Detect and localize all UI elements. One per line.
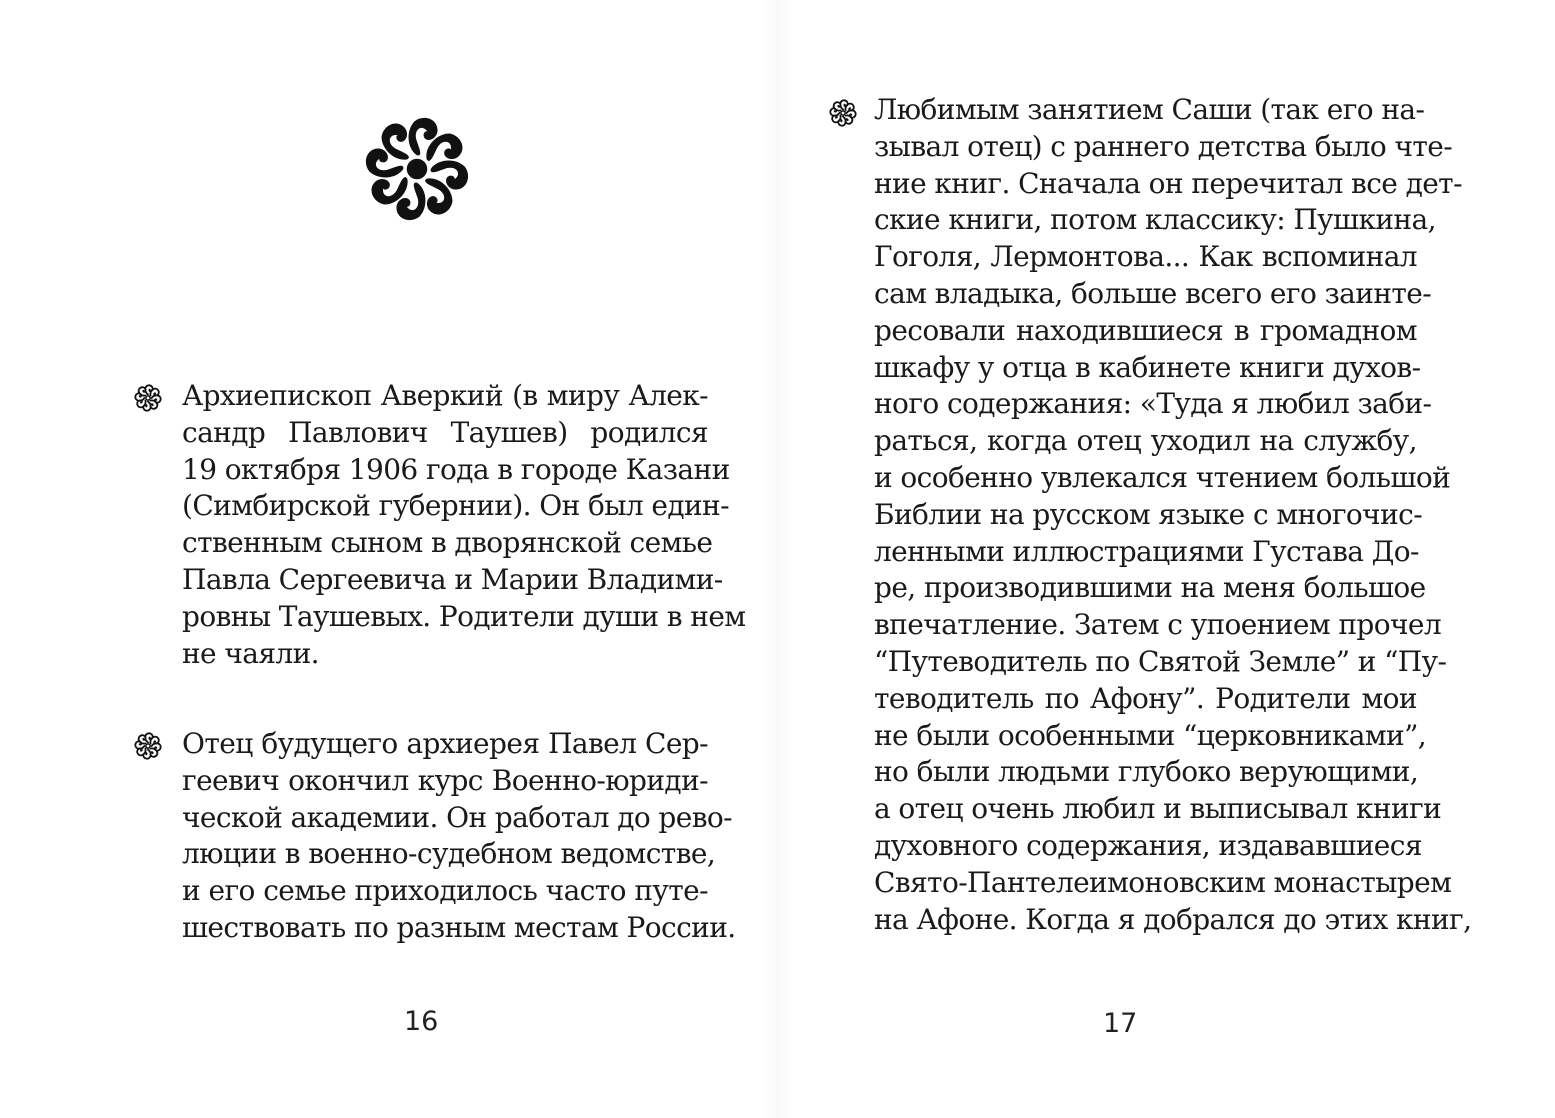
text-line: зывал отец) с раннего детства было чте- [874, 129, 1453, 163]
text-line: Любимым занятием Саши (так его на- [874, 93, 1425, 126]
text-line: ческой академии. Он работал до рево- [182, 800, 732, 834]
text-line: не чаяли. [182, 636, 319, 670]
text-line: сам владыка, больше всего его заинте- [874, 276, 1432, 310]
text-line: Библии на русском языке с многочис- [874, 497, 1423, 531]
page-number: 16 [404, 1006, 439, 1037]
text-line: и его семье приходилось часто путе- [182, 874, 708, 908]
text-line: ного содержания: «Туда я любил заби- [874, 387, 1432, 421]
text-line: (Симбирской губернии). Он был един- [182, 489, 729, 523]
right-page [777, 0, 1555, 1118]
flower-ornament-icon [360, 112, 474, 226]
left-paragraph-2 [182, 726, 736, 947]
text-line: Отец будущего архиерея Павел Сер- [182, 727, 708, 760]
text-line: ственным сыном в дворянской семье [182, 526, 713, 560]
text-line: ровны Таушевых. Родители души в нем [182, 599, 746, 633]
text-line: а отец очень любил и выписывал книги [874, 792, 1442, 826]
text-line: ние книг. Сначала он перечитал все дет- [874, 166, 1462, 200]
text-line: теводитель по Афону”. Родители мои [874, 681, 1417, 715]
text-line: и особенно увлекался чтением большой [874, 460, 1451, 494]
paragraph-bullet-icon [133, 731, 163, 761]
text-line: шкафу у отца в кабинете книги духов- [874, 350, 1421, 384]
text-line: “Путеводитель по Святой Земле” и “Пу- [874, 644, 1447, 678]
text-line: люции в военно-судебном ведомстве, [182, 837, 716, 871]
text-line: геевич окончил курс Военно-юриди- [182, 763, 708, 797]
text-line: раться, когда отец уходил на службу, [874, 424, 1417, 458]
text-line: Гоголя, Лермонтова... Как вспоминал [874, 240, 1417, 274]
text-line: на Афоне. Когда я добрался до этих книг, [874, 902, 1472, 936]
text-line: ленными иллюстрациями Густава До- [874, 534, 1419, 568]
text-line: ре, производившими на меня большое [874, 571, 1426, 605]
right-paragraph-1 [874, 92, 1472, 938]
paragraph-bullet-icon [133, 383, 163, 413]
text-line: не были особенными “церковниками”, [874, 718, 1427, 752]
text-line: духовного содержания, издававшиеся [874, 828, 1422, 862]
text-line: впечатление. Затем с упоением прочел [874, 608, 1442, 642]
text-line: Павла Сергеевича и Марии Владими- [182, 562, 723, 596]
text-line: шествовать по разным местам России. [182, 910, 736, 944]
text-line: сандр Павлович Таушев) родился [182, 415, 708, 449]
paragraph-bullet-icon [828, 98, 858, 128]
text-line: но были людьми глубоко верующими, [874, 755, 1419, 789]
text-line: 19 октября 1906 года в городе Казани [182, 452, 730, 486]
text-line: Архиепископ Аверкий (в миру Алек- [182, 379, 708, 412]
text-line: ские книги, потом классику: Пушкина, [874, 203, 1436, 237]
page-number: 17 [1103, 1008, 1138, 1039]
left-paragraph-1 [182, 378, 746, 672]
text-line: Свято-Пантелеимоновским монастырем [874, 865, 1452, 899]
text-line: ресовали находившиеся в громадном [874, 313, 1417, 347]
left-page [0, 0, 777, 1118]
